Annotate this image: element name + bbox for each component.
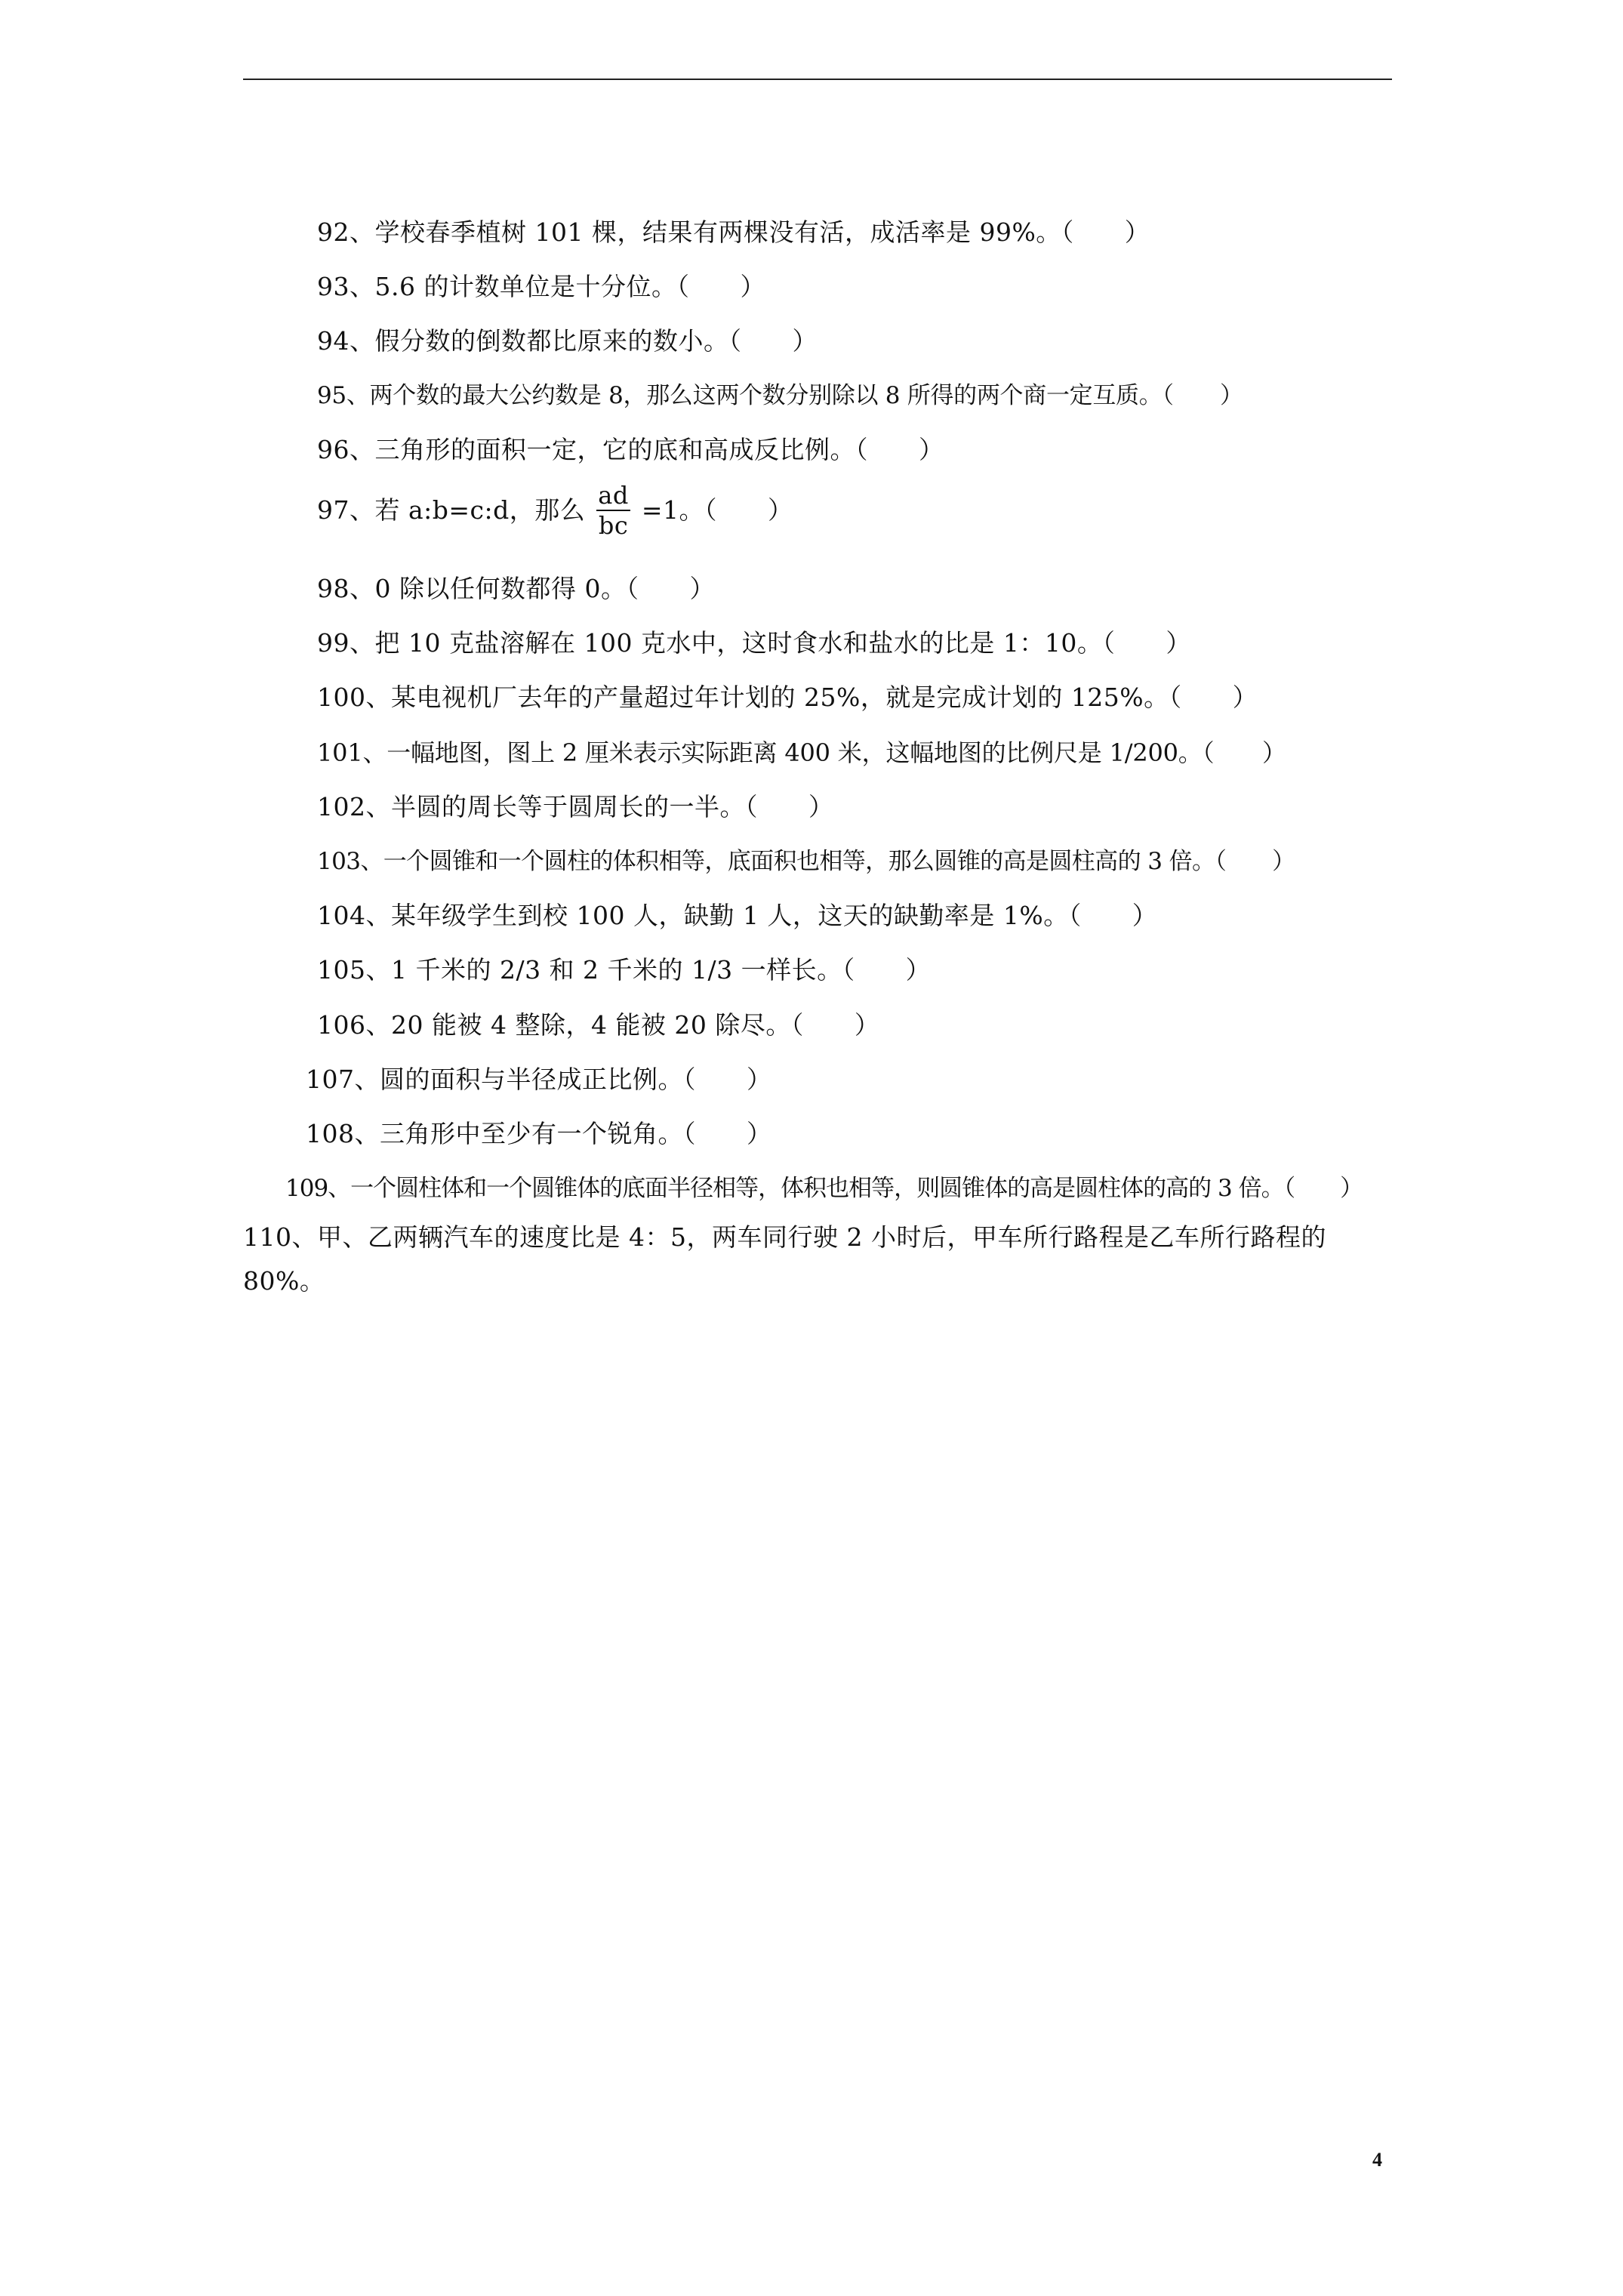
question-97-prefix: 97、若 a:b=c:d，那么 xyxy=(317,495,586,525)
question-98: 98、0 除以任何数都得 0。（ ） xyxy=(317,574,715,603)
question-99: 99、把 10 克盐溶解在 100 克水中，这时食水和盐水的比是 1：10。（ ） xyxy=(317,628,1191,658)
question-94: 94、假分数的倒数都比原来的数小。（ ） xyxy=(317,326,818,356)
question-96: 96、三角形的面积一定，它的底和高成反比例。（ ） xyxy=(317,435,944,464)
question-104: 104、某年级学生到校 100 人，缺勤 1 人，这天的缺勤率是 1%。（ ） xyxy=(317,901,1158,930)
question-109: 109、一个圆柱体和一个圆锥体的底面半径相等，体积也相等，则圆锥体的高是圆柱体的高的 3 倍。（ ） xyxy=(285,1175,1363,1202)
question-101: 101、一幅地图，图上 2 厘米表示实际距离 400 米，这幅地图的比例尺是 1/200。（ ） xyxy=(317,738,1286,767)
question-108: 108、三角形中至少有一个锐角。（ ） xyxy=(306,1119,772,1148)
question-103: 103、一个圆锥和一个圆柱的体积相等，底面积也相等，那么圆锥的高是圆柱高的 3 倍。（ ） xyxy=(317,848,1295,875)
question-106: 106、20 能被 4 整除，4 能被 20 除尽。（ ） xyxy=(317,1010,880,1040)
fraction-denominator: bc xyxy=(598,511,629,540)
question-95: 95、两个数的最大公约数是 8，那么这两个数分别除以 8 所得的两个商一定互质。（ ） xyxy=(317,382,1243,409)
question-92: 92、学校春季植树 101 棵，结果有两棵没有活，成活率是 99%。（ ） xyxy=(317,217,1150,247)
question-110: 110、甲、乙两辆汽车的速度比是 4：5，两车同行驶 2 小时后，甲车所行路程是乙车所行路程的 80%。 xyxy=(243,1222,1326,1296)
question-105: 105、1 千米的 2/3 和 2 千米的 1/3 一样长。（ ） xyxy=(317,955,932,985)
fraction-ad-over-bc xyxy=(596,481,630,540)
page-number: 4 xyxy=(1372,2149,1382,2171)
question-97 xyxy=(317,480,793,541)
question-107: 107、圆的面积与半径成正比例。（ ） xyxy=(306,1065,772,1094)
fraction-numerator: ad xyxy=(598,481,629,510)
question-100: 100、某电视机厂去年的产量超过年计划的 25%，就是完成计划的 125%。（ ） xyxy=(317,683,1258,712)
question-97-suffix: =1。（ ） xyxy=(641,495,793,525)
question-102: 102、半圆的周长等于圆周长的一半。（ ） xyxy=(317,792,834,821)
question-93: 93、5.6 的计数单位是十分位。（ ） xyxy=(317,272,765,301)
header-rule xyxy=(243,79,1392,80)
